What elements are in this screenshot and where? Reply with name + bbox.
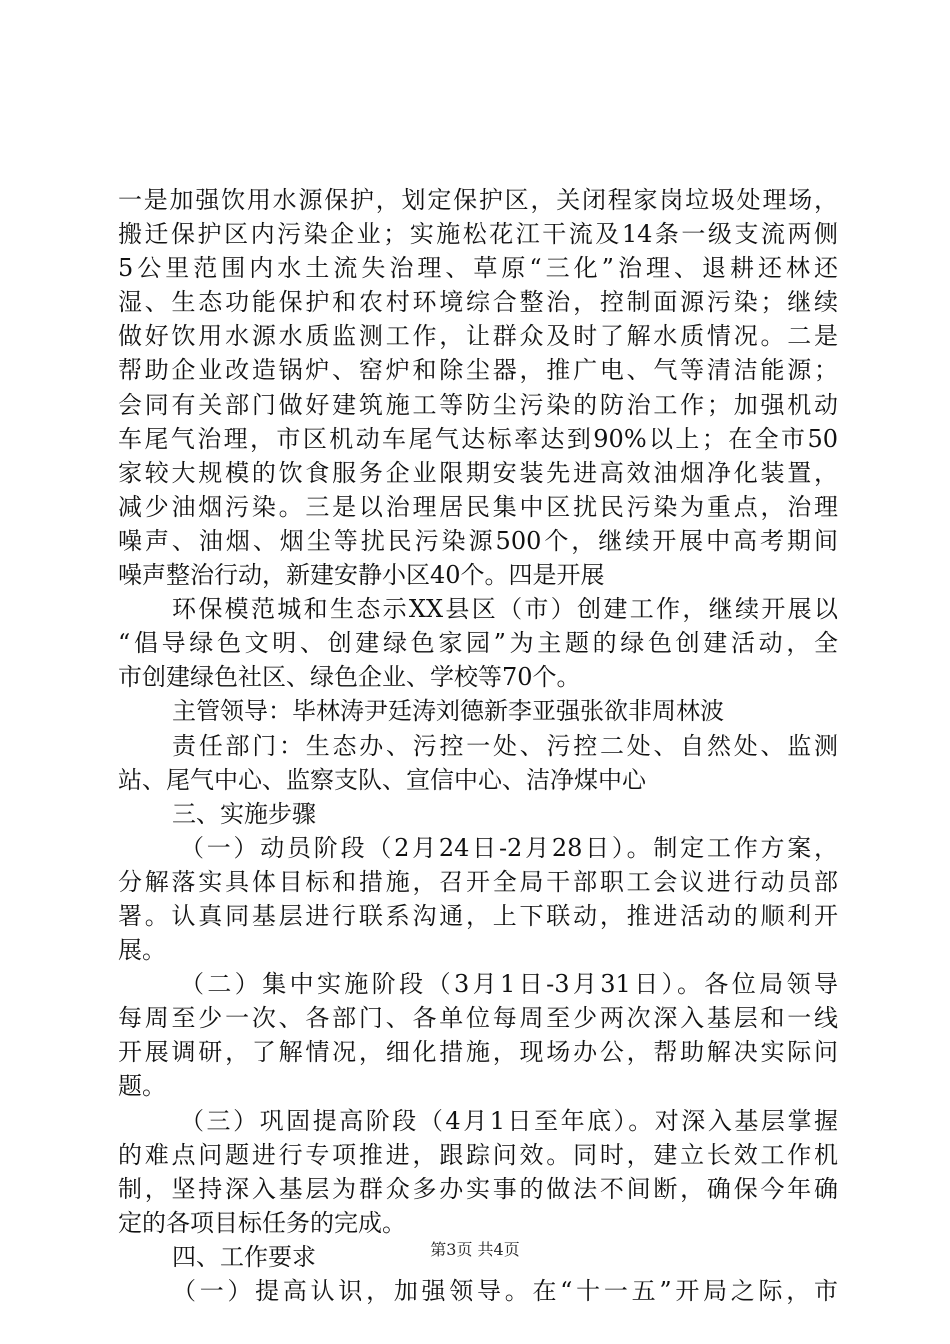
paragraph-start-line: （三）巩固提高阶段（4月1日至年底）。对深入基层掌握	[180, 1106, 838, 1135]
section-heading: 四、工作要求	[172, 1242, 316, 1271]
departments-line: 责任部门：生态办、污控一处、污控二处、自然处、监测	[172, 731, 838, 760]
text-line: 站、尾气中心、监察支队、宣信中心、洁净煤中心	[118, 765, 646, 794]
text-line: 做好饮用水源水质监测工作，让群众及时了解水质情况。二是	[118, 322, 838, 351]
text-line: 署。认真同基层进行联系沟通，上下联动，推进活动的顺利开	[118, 901, 838, 930]
paragraph-start-line: （一）提高认识，加强领导。在“十一五”开局之际，市	[172, 1277, 838, 1305]
text-line: 每周至少一次、各部门、各单位每周至少两次深入基层和一线	[118, 1004, 838, 1033]
text-line: 车尾气治理，市区机动车尾气达标率达到90%以上；在全市50	[118, 424, 838, 453]
page-number-footer: 第3页 共4页	[430, 1240, 520, 1259]
text-line: 定的各项目标任务的完成。	[118, 1208, 406, 1237]
text-line: “倡导绿色文明、创建绿色家园”为主题的绿色创建活动，全	[118, 629, 838, 658]
section-heading: 三、实施步骤	[172, 799, 316, 828]
text-line: 展。	[118, 936, 166, 965]
text-line: 噪声、油烟、烟尘等扰民污染源500个，继续开展中高考期间	[118, 526, 838, 555]
text-line: 减少油烟污染。三是以治理居民集中区扰民污染为重点，治理	[118, 492, 838, 521]
text-line: 会同有关部门做好建筑施工等防尘污染的防治工作；加强机动	[118, 390, 838, 419]
text-line: 市创建绿色社区、绿色企业、学校等70个。	[118, 663, 581, 692]
text-line: 分解落实具体目标和措施，召开全局干部职工会议进行动员部	[118, 867, 838, 896]
text-line: 开展调研，了解情况，细化措施，现场办公，帮助解决实际问	[118, 1038, 838, 1067]
paragraph-start-line: （二）集中实施阶段（3月1日-3月31日）。各位局领导	[180, 970, 838, 999]
leaders-line: 主管领导：毕林涛尹廷涛刘德新李亚强张欲非周林波	[172, 697, 724, 726]
text-line: 搬迁保护区内污染企业；实施松花江干流及14条一级支流两侧	[118, 220, 838, 249]
text-line: 一是加强饮用水源保护，划定保护区，关闭程家岗垃圾处理场，	[118, 186, 838, 214]
paragraph-start-line: 环保模范城和生态示XX县区（市）创建工作，继续开展以	[172, 595, 838, 624]
paragraph-start-line: （一）动员阶段（2月24日-2月28日）。制定工作方案，	[180, 833, 838, 862]
text-line: 湿、生态功能保护和农村环境综合整治，控制面源污染；继续	[118, 288, 838, 317]
text-line: 制，坚持深入基层为群众多办实事的做法不间断，确保今年确	[118, 1174, 838, 1203]
text-line: 5公里范围内水土流失治理、草原“三化”治理、退耕还林还	[118, 254, 838, 283]
text-line: 题。	[118, 1072, 166, 1101]
document-body	[118, 183, 838, 1308]
text-line: 帮助企业改造锅炉、窑炉和除尘器，推广电、气等清洁能源；	[118, 356, 838, 385]
text-line: 家较大规模的饮食服务企业限期安装先进高效油烟净化装置，	[118, 458, 838, 487]
text-line: 的难点问题进行专项推进，跟踪问效。同时，建立长效工作机	[118, 1140, 838, 1169]
text-line: 噪声整治行动，新建安静小区40个。四是开展	[118, 561, 605, 590]
